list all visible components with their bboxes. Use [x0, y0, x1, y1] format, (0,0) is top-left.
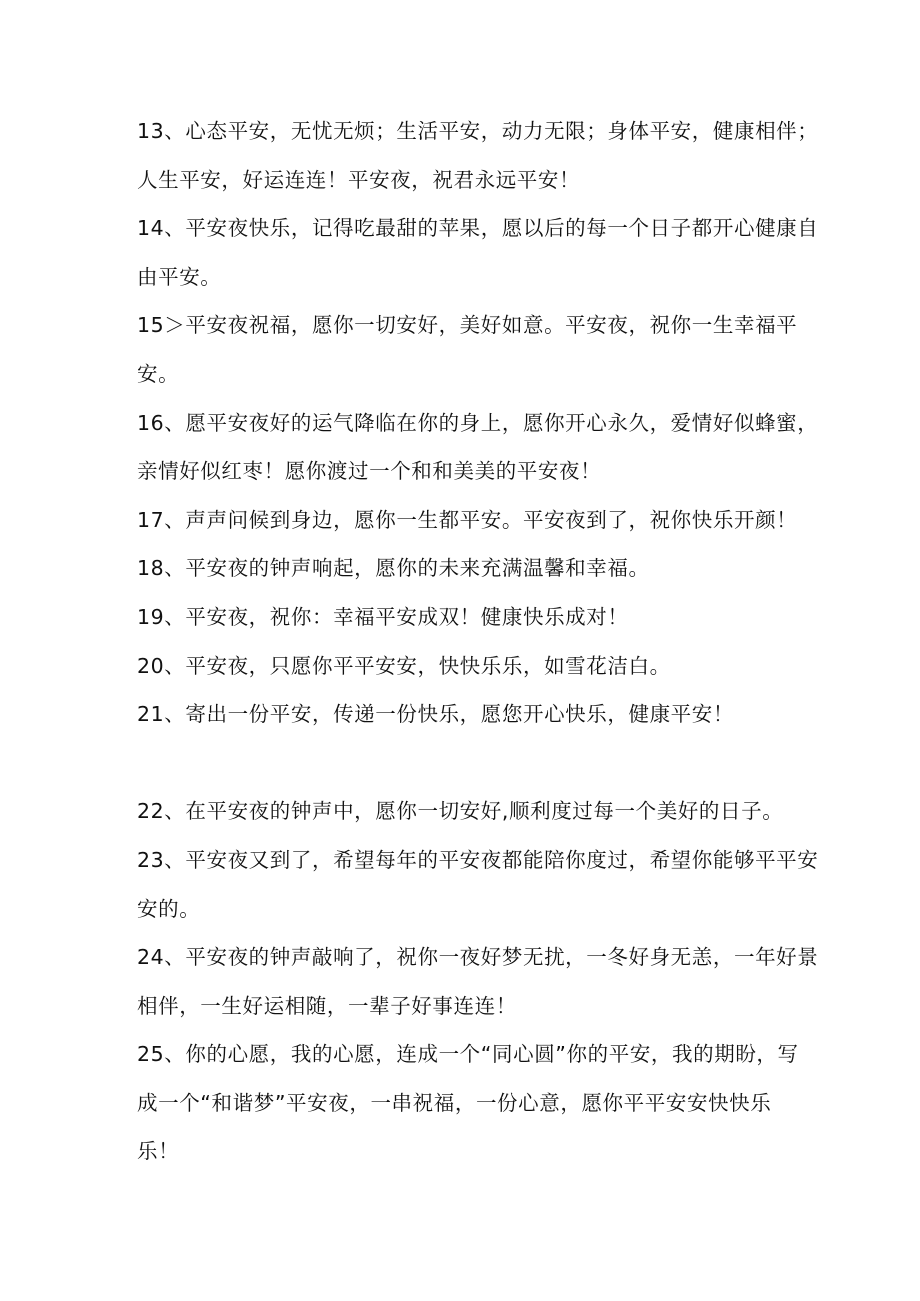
text-line: 13、心态平安，无忧无烦；生活平安，动力无限；身体平安，健康相伴； — [137, 119, 819, 143]
text-line: 19、平安夜，祝你：幸福平安成双！健康快乐成对！ — [137, 604, 629, 629]
text-line: 乐！ — [137, 1139, 180, 1164]
paragraph — [137, 593, 807, 642]
paragraph — [137, 933, 819, 1030]
text-line: 安。 — [137, 361, 180, 386]
text-line: 21、寄出一份平安，传递一份快乐，愿您开心快乐，健康平安！ — [137, 702, 734, 727]
paragraph — [137, 1030, 807, 1176]
text-line: 16、愿平安夜好的运气降临在你的身上，愿你开心永久，爱情好似蜂蜜， — [137, 410, 819, 435]
text-line: 由平安。 — [137, 264, 222, 289]
text-line: 18、平安夜的钟声响起，愿你的未来充满温馨和幸福。 — [137, 556, 650, 581]
paragraph — [137, 787, 807, 836]
text-line: 亲情好似红枣！愿你渡过一个和和美美的平安夜！ — [137, 459, 602, 484]
paragraph — [137, 204, 819, 301]
text-line: 22、在平安夜的钟声中，愿你一切安好,顺利度过每一个美好的日子。 — [137, 799, 784, 824]
blank-line — [137, 739, 807, 788]
paragraph — [137, 107, 819, 204]
paragraph — [137, 544, 807, 593]
paragraph — [137, 496, 807, 545]
paragraph — [137, 301, 807, 398]
text-line: 15＞平安夜祝福，愿你一切安好，美好如意。平安夜，祝你一生幸福平 — [137, 313, 798, 338]
text-line: 人生平安，好运连连！平安夜，祝君永远平安！ — [137, 167, 581, 192]
text-line: 23、平安夜又到了，希望每年的平安夜都能陪你度过，希望你能够平平安 — [137, 847, 819, 872]
document-body — [137, 107, 819, 1176]
text-line: 24、平安夜的钟声敲响了，祝你一夜好梦无扰，一冬好身无恙，一年好景 — [137, 945, 819, 970]
text-line: 25、你的心愿，我的心愿，连成一个“同心圆”你的平安，我的期盼，写 — [137, 1042, 799, 1067]
text-line: 安的。 — [137, 896, 201, 921]
text-line: 成一个“和谐梦”平安夜，一串祝福，一份心意，愿你平平安安快快乐 — [137, 1090, 772, 1115]
paragraph — [137, 739, 807, 788]
paragraph — [137, 399, 819, 496]
paragraph — [137, 836, 819, 933]
text-line: 14、平安夜快乐，记得吃最甜的苹果，愿以后的每一个日子都开心健康自 — [137, 216, 819, 241]
text-line: 20、平安夜，只愿你平平安安，快快乐乐，如雪花洁白。 — [137, 653, 671, 678]
text-line: 相伴，一生好运相随，一辈子好事连连！ — [137, 993, 517, 1018]
paragraph — [137, 690, 807, 739]
paragraph — [137, 642, 807, 691]
text-line: 17、声声问候到身边，愿你一生都平安。平安夜到了，祝你快乐开颜！ — [137, 507, 798, 532]
